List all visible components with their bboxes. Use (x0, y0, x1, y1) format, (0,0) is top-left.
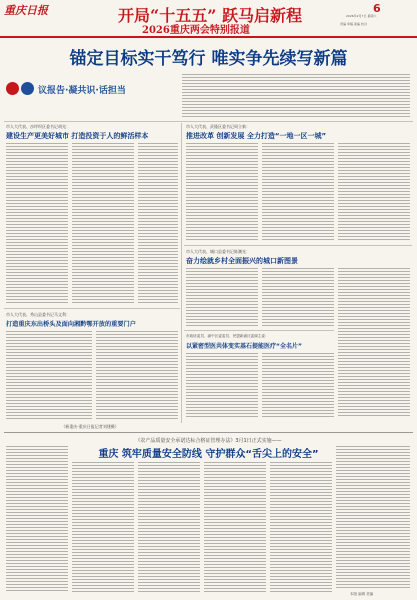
bottom-text-col1 (6, 446, 68, 592)
left-top-text-col3 (138, 143, 178, 303)
masthead (0, 0, 417, 36)
middle-top-text-col3 (338, 143, 410, 241)
bottom-story-title: 重庆 筑牢质量安全防线 守护群众“舌尖上的安全” (98, 449, 319, 460)
middle-mid-kicker: 市人大代表、城口县委书记陈潮光： (186, 249, 250, 254)
middle-top-text-col1 (186, 143, 258, 241)
lead-divider (4, 121, 413, 122)
middle-top-text-col2 (262, 143, 334, 241)
left-mid-text-col1 (6, 331, 92, 419)
left-mid-text-col2 (96, 331, 178, 419)
date-line: 2026年2月7日 星期六 (346, 14, 377, 18)
column-badge (6, 82, 182, 96)
middle-low-kicker: 市政协委员、渝中区委委员、民盟新渝区委副主委： (186, 334, 269, 338)
special-banner-title: 开局“十五五” 跃马启新程 (118, 6, 302, 25)
left-divider (4, 308, 180, 309)
middle-top-title: 推进改革 创新发展 全力打造“一地一区一城” (186, 132, 327, 140)
middle-top-kicker: 市人大代表、武隆区委书记周立新： (186, 124, 250, 129)
middle-low-text-col1 (186, 353, 258, 419)
bottom-text-col5 (270, 462, 332, 592)
left-top-text-col1 (6, 143, 68, 303)
bottom-divider (4, 432, 413, 433)
middle-mid-text-col3 (338, 268, 410, 418)
middle-divider-2 (184, 330, 334, 331)
paper-logo: 重庆日报 (4, 4, 48, 17)
left-top-text-col2 (72, 143, 134, 303)
middle-mid-text-col2 (262, 268, 334, 326)
bottom-text-col6 (336, 446, 410, 588)
lead-paragraph (182, 74, 410, 118)
page-number: 6 (373, 2, 381, 15)
bottom-text-col3 (138, 462, 200, 592)
special-banner-subtitle: 2026重庆两会特别报道 (142, 25, 250, 36)
middle-mid-title: 奋力绘就乡村全面振兴的城口新图景 (186, 257, 298, 265)
left-top-kicker: 市人大代表、沙坪坝区委书记胡光： (6, 124, 70, 129)
page-headline: 锚定目标实干笃行 唯实争先续写新篇 (69, 49, 348, 69)
left-top-title: 建设生产更美好城市 打造投资于人的鲜活样本 (6, 132, 149, 140)
badge-emblem-icon (6, 82, 19, 95)
bottom-story-subtitle: 《农产品质量安全承诺达标合格证管理办法》3月1日正式实施—— (135, 438, 282, 444)
middle-divider-1 (184, 245, 412, 246)
middle-low-text-col2 (262, 353, 334, 419)
badge-label: 议报告·凝共识·话担当 (38, 86, 126, 96)
left-mid-kicker: 市人大代表、秀山县委书记马文利： (6, 312, 70, 317)
middle-low-title: 以紧密型医共体变实基石提能医疗“全名片” (186, 343, 302, 350)
editor-line: 本版 编辑 美编 (350, 592, 374, 596)
staff-line: 责编 审稿 美编 校对 (340, 22, 367, 26)
column-divider-1 (181, 123, 182, 423)
photo-caption: （新重庆-重庆日报记者刘建摄） (61, 424, 119, 429)
badge-emblem-icon-2 (21, 82, 34, 95)
middle-mid-text-col1 (186, 268, 258, 326)
bottom-text-col2 (72, 462, 134, 592)
masthead-rule (0, 36, 417, 38)
bottom-text-col4 (204, 462, 266, 592)
left-mid-title: 打造重庆东出桥头及面向湘黔鄂开放的重要门户 (6, 321, 136, 328)
